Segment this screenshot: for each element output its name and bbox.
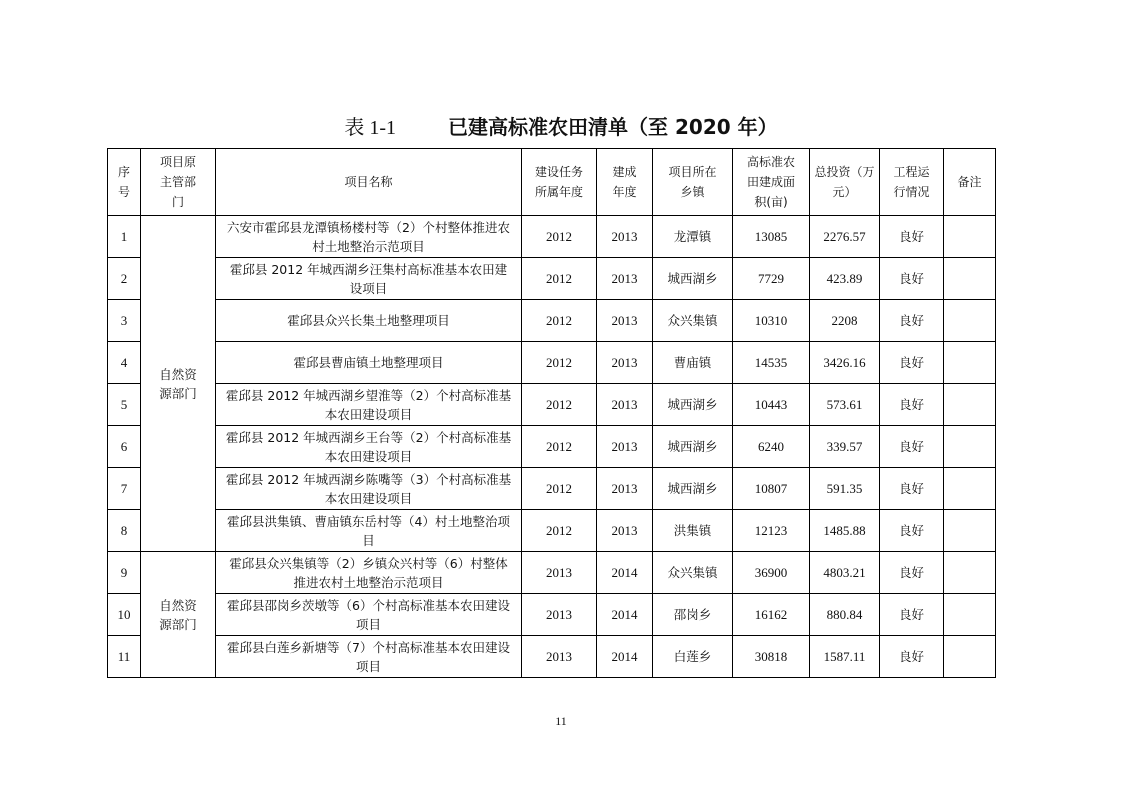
cell-built-year: 2013 — [597, 258, 653, 300]
cell-area: 16162 — [733, 594, 810, 636]
cell-area: 6240 — [733, 426, 810, 468]
cell-built-year: 2014 — [597, 594, 653, 636]
cell-project-name: 霍邱县 2012 年城西湖乡王台等（2）个村高标准基本农田建设项目 — [216, 426, 522, 468]
cell-status: 良好 — [880, 552, 944, 594]
cell-project-name: 霍邱县邵岗乡茨墩等（6）个村高标准基本农田建设项目 — [216, 594, 522, 636]
cell-area: 36900 — [733, 552, 810, 594]
cell-built-year: 2013 — [597, 468, 653, 510]
cell-seq: 7 — [108, 468, 141, 510]
table-caption: 已建高标准农田清单（至 2020 年） — [448, 115, 778, 139]
table-number: 表 1-1 — [344, 117, 397, 139]
farmland-table — [107, 148, 996, 678]
cell-task-year: 2012 — [522, 216, 597, 258]
cell-area: 7729 — [733, 258, 810, 300]
cell-seq: 6 — [108, 426, 141, 468]
header-task-year: 建设任务所属年度 — [522, 149, 597, 216]
cell-task-year: 2012 — [522, 300, 597, 342]
cell-note — [944, 258, 996, 300]
cell-investment: 573.61 — [810, 384, 880, 426]
cell-investment: 2276.57 — [810, 216, 880, 258]
cell-task-year: 2013 — [522, 636, 597, 678]
cell-seq: 11 — [108, 636, 141, 678]
cell-built-year: 2013 — [597, 510, 653, 552]
cell-seq: 8 — [108, 510, 141, 552]
header-built-year: 建成年度 — [597, 149, 653, 216]
table-row — [108, 258, 996, 300]
cell-area: 14535 — [733, 342, 810, 384]
cell-area: 10807 — [733, 468, 810, 510]
cell-note — [944, 636, 996, 678]
cell-note — [944, 216, 996, 258]
cell-task-year: 2012 — [522, 258, 597, 300]
cell-task-year: 2012 — [522, 426, 597, 468]
cell-project-name: 霍邱县 2012 年城西湖乡望淮等（2）个村高标准基本农田建设项目 — [216, 384, 522, 426]
header-area: 高标准农田建成面积(亩) — [733, 149, 810, 216]
cell-town: 城西湖乡 — [653, 426, 733, 468]
cell-task-year: 2012 — [522, 342, 597, 384]
page-number: 11 — [555, 714, 567, 728]
cell-area: 30818 — [733, 636, 810, 678]
cell-investment: 2208 — [810, 300, 880, 342]
table-title — [0, 112, 1122, 142]
cell-town: 邵岗乡 — [653, 594, 733, 636]
cell-note — [944, 384, 996, 426]
cell-status: 良好 — [880, 384, 944, 426]
cell-area: 13085 — [733, 216, 810, 258]
cell-status: 良好 — [880, 300, 944, 342]
cell-town: 众兴集镇 — [653, 552, 733, 594]
table-row — [108, 594, 996, 636]
header-row — [108, 149, 996, 216]
cell-note — [944, 426, 996, 468]
cell-investment: 1587.11 — [810, 636, 880, 678]
cell-built-year: 2014 — [597, 636, 653, 678]
cell-built-year: 2013 — [597, 342, 653, 384]
cell-project-name: 六安市霍邱县龙潭镇杨楼村等（2）个村整体推进农村土地整治示范项目 — [216, 216, 522, 258]
cell-dept: 自然资源部门 — [141, 552, 216, 678]
cell-note — [944, 510, 996, 552]
cell-town: 城西湖乡 — [653, 468, 733, 510]
cell-built-year: 2013 — [597, 384, 653, 426]
table-row — [108, 342, 996, 384]
cell-town: 城西湖乡 — [653, 384, 733, 426]
cell-note — [944, 552, 996, 594]
cell-note — [944, 594, 996, 636]
cell-investment: 1485.88 — [810, 510, 880, 552]
header-name: 项目名称 — [216, 149, 522, 216]
cell-area: 10443 — [733, 384, 810, 426]
cell-investment: 4803.21 — [810, 552, 880, 594]
cell-note — [944, 468, 996, 510]
cell-seq: 4 — [108, 342, 141, 384]
cell-task-year: 2013 — [522, 552, 597, 594]
cell-seq: 10 — [108, 594, 141, 636]
cell-area: 12123 — [733, 510, 810, 552]
header-note: 备注 — [944, 149, 996, 216]
cell-project-name: 霍邱县众兴集镇等（2）乡镇众兴村等（6）村整体推进农村土地整治示范项目 — [216, 552, 522, 594]
table-row — [108, 426, 996, 468]
cell-area: 10310 — [733, 300, 810, 342]
cell-project-name: 霍邱县众兴长集土地整理项目 — [216, 300, 522, 342]
cell-task-year: 2013 — [522, 594, 597, 636]
cell-project-name: 霍邱县白莲乡新塘等（7）个村高标准基本农田建设项目 — [216, 636, 522, 678]
cell-investment: 3426.16 — [810, 342, 880, 384]
cell-town: 龙潭镇 — [653, 216, 733, 258]
cell-project-name: 霍邱县 2012 年城西湖乡陈嘴等（3）个村高标准基本农田建设项目 — [216, 468, 522, 510]
table-row — [108, 552, 996, 594]
table-row — [108, 510, 996, 552]
cell-town: 城西湖乡 — [653, 258, 733, 300]
cell-project-name: 霍邱县 2012 年城西湖乡汪集村高标准基本农田建设项目 — [216, 258, 522, 300]
cell-status: 良好 — [880, 468, 944, 510]
header-town: 项目所在乡镇 — [653, 149, 733, 216]
cell-seq: 5 — [108, 384, 141, 426]
cell-task-year: 2012 — [522, 468, 597, 510]
cell-built-year: 2014 — [597, 552, 653, 594]
cell-town: 众兴集镇 — [653, 300, 733, 342]
cell-town: 白莲乡 — [653, 636, 733, 678]
cell-status: 良好 — [880, 258, 944, 300]
cell-investment: 339.57 — [810, 426, 880, 468]
header-status: 工程运行情况 — [880, 149, 944, 216]
table-row — [108, 300, 996, 342]
cell-status: 良好 — [880, 216, 944, 258]
cell-seq: 9 — [108, 552, 141, 594]
cell-project-name: 霍邱县曹庙镇土地整理项目 — [216, 342, 522, 384]
cell-status: 良好 — [880, 636, 944, 678]
cell-seq: 1 — [108, 216, 141, 258]
cell-built-year: 2013 — [597, 216, 653, 258]
table-row — [108, 636, 996, 678]
header-investment: 总投资（万元） — [810, 149, 880, 216]
table-row — [108, 468, 996, 510]
cell-task-year: 2012 — [522, 510, 597, 552]
cell-town: 曹庙镇 — [653, 342, 733, 384]
cell-note — [944, 300, 996, 342]
header-dept: 项目原主管部门 — [141, 149, 216, 216]
cell-built-year: 2013 — [597, 426, 653, 468]
table-row — [108, 384, 996, 426]
cell-seq: 2 — [108, 258, 141, 300]
cell-built-year: 2013 — [597, 300, 653, 342]
cell-project-name: 霍邱县洪集镇、曹庙镇东岳村等（4）村土地整治项目 — [216, 510, 522, 552]
cell-dept: 自然资源部门 — [141, 216, 216, 552]
cell-seq: 3 — [108, 300, 141, 342]
cell-status: 良好 — [880, 342, 944, 384]
header-seq: 序号 — [108, 149, 141, 216]
cell-note — [944, 342, 996, 384]
cell-status: 良好 — [880, 510, 944, 552]
cell-status: 良好 — [880, 594, 944, 636]
cell-status: 良好 — [880, 426, 944, 468]
cell-investment: 880.84 — [810, 594, 880, 636]
table-row — [108, 216, 996, 258]
cell-town: 洪集镇 — [653, 510, 733, 552]
cell-investment: 591.35 — [810, 468, 880, 510]
cell-investment: 423.89 — [810, 258, 880, 300]
cell-task-year: 2012 — [522, 384, 597, 426]
